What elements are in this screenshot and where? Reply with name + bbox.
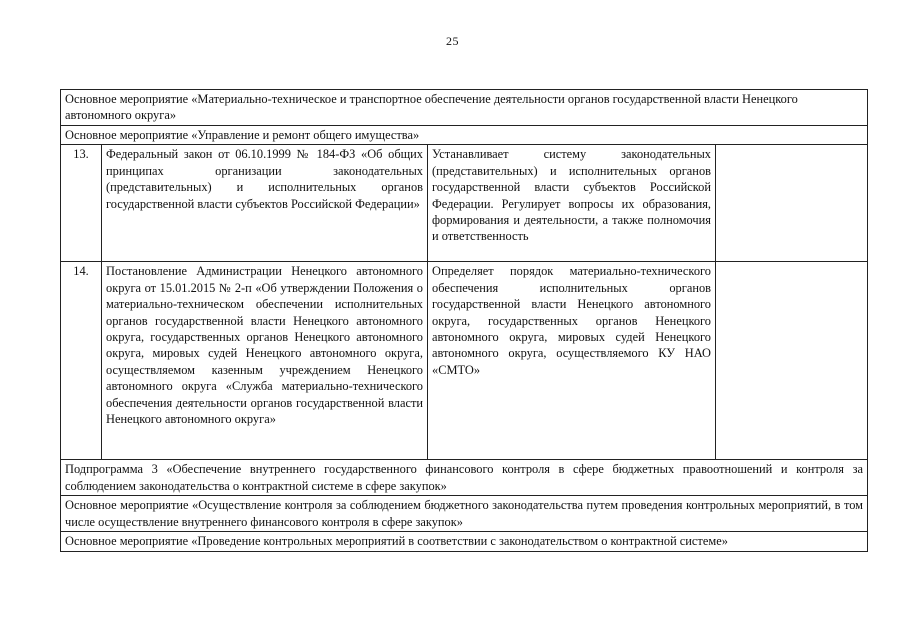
- page-number: 25: [446, 34, 459, 48]
- subprogram-heading: Подпрограмма 3 «Обеспечение внутреннего государственного финансового контроля в сфере бюджетных правоотношений и контроля за соблюдением законодательства о контрактной системе в сфере закупок»: [61, 460, 868, 496]
- empty-cell: [716, 145, 868, 262]
- section-heading: Основное мероприятие «Проведение контрольных мероприятий в соответствии с законодательством о контрактной системе»: [61, 532, 868, 551]
- legal-act-description: Устанавливает систему законодательных (представительных) и исполнительных органов государственной власти субъектов Российской Федерации. Регулирует вопросы их образования, формирования и деятельности, а также полномочия и ответственность: [428, 145, 716, 262]
- section-heading: Основное мероприятие «Осуществление контроля за соблюдением бюджетного законодательства путем проведения контрольных мероприятий, в том числе осуществление внутреннего финансового контроля в сфере закупок»: [61, 496, 868, 532]
- row-number: 14.: [61, 262, 102, 460]
- legal-acts-table: [60, 89, 868, 552]
- section-heading: Основное мероприятие «Управление и ремонт общего имущества»: [61, 126, 868, 145]
- table-row-13: [61, 145, 868, 262]
- table-row-14: [61, 262, 868, 460]
- section-heading: Основное мероприятие «Материально-техническое и транспортное обеспечение деятельности органов государственной власти Ненецкого автономного округа»: [61, 90, 868, 126]
- legal-act-name: Федеральный закон от 06.10.1999 № 184-ФЗ «Об общих принципах организации законодательных (представительных) и исполнительных органов государственной власти субъектов Российской Федерации»: [102, 145, 428, 262]
- table-row-main-activity-transport: [61, 90, 868, 126]
- table-row-main-activity-budget-control: [61, 496, 868, 532]
- empty-cell: [716, 262, 868, 460]
- row-number: 13.: [61, 145, 102, 262]
- legal-act-description: Определяет порядок материально-технического обеспечения исполнительных органов государственной власти Ненецкого автономного округа, государственных органов Ненецкого автономного округа, мировых судей Ненецкого автономного округа, осуществляемого КУ НАО «СМТО»: [428, 262, 716, 460]
- legal-act-name: Постановление Администрации Ненецкого автономного округа от 15.01.2015 № 2-п «Об утверждении Положения о материально-техническом обеспечении исполнительных органов государственной власти Ненецкого автономного округа, государственных органов Ненецкого автономного округа, мировых судей Ненецкого автономного округа, осуществляемом казенным учреждением Ненецкого автономного округа «Служба материально-технического обеспечения деятельности органов государственной власти Ненецкого автономного округа»: [102, 262, 428, 460]
- table-row-main-activity-property: [61, 126, 868, 145]
- table-row-main-activity-contract-control: [61, 532, 868, 551]
- table-row-subprogram-3: [61, 460, 868, 496]
